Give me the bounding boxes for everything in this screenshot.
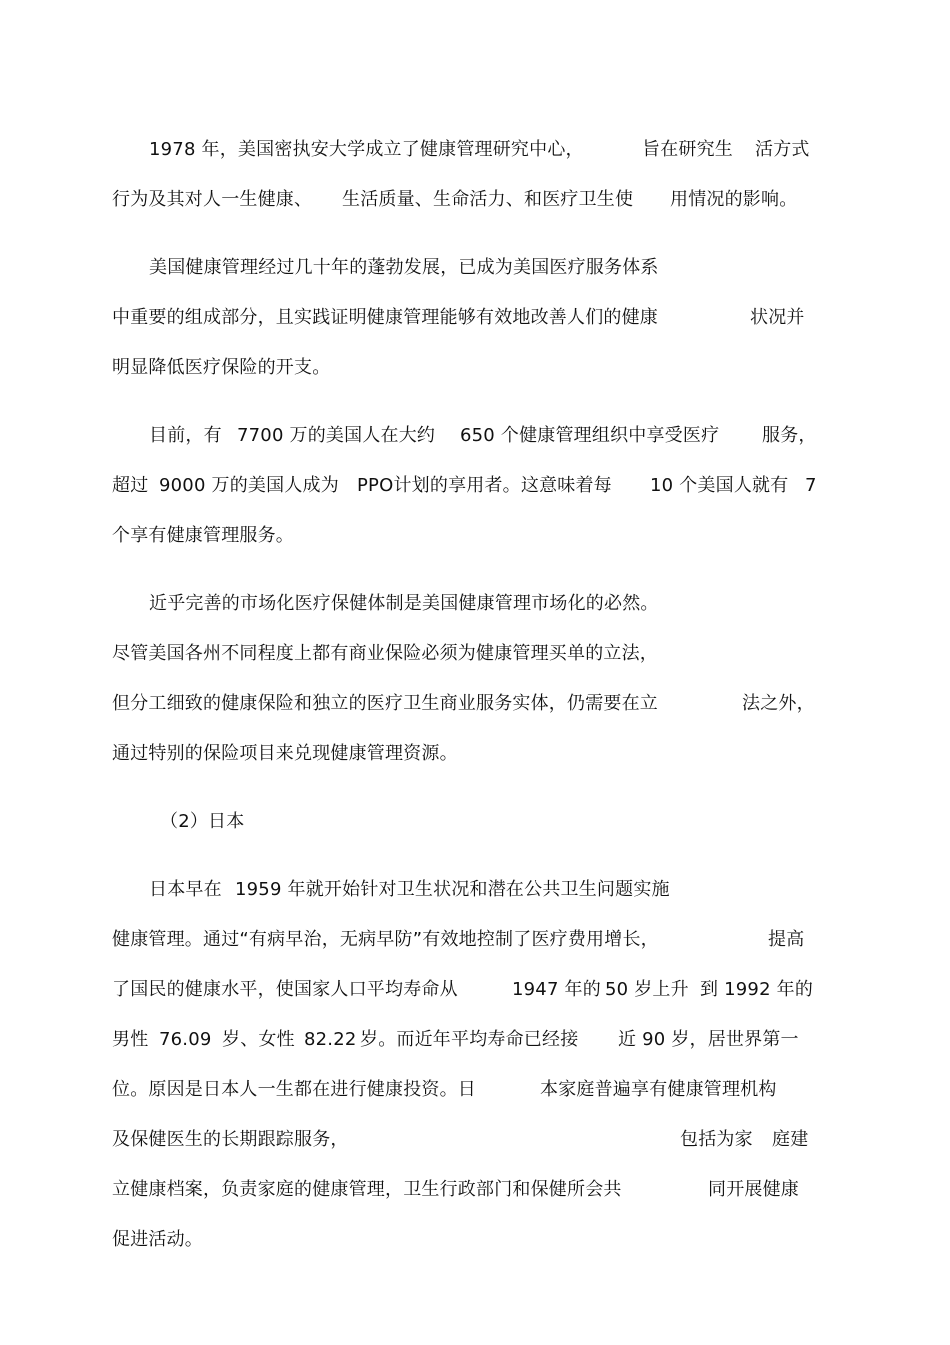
text-line: 9000 万的美国人成为	[159, 475, 339, 496]
text-line: 7	[805, 475, 817, 496]
text-line: 包括为家	[680, 1129, 753, 1150]
text-line: 活方式	[755, 139, 810, 160]
text-line: 同开展健康	[708, 1179, 799, 1200]
text-line: 健康管理。通过“有病早治，无病早防”有效地控制了医疗费用增长，	[112, 929, 659, 950]
text-line: 促进活动。	[112, 1229, 203, 1250]
text-line: 10 个美国人就有	[650, 475, 789, 496]
text-line: 到 1992 年的	[700, 979, 814, 1000]
text-line: 1978 年，美国密执安大学成立了健康管理研究中心，	[149, 139, 584, 160]
text-line: 超过	[112, 475, 149, 496]
text-line: 本家庭普遍享有健康管理机构	[540, 1079, 777, 1100]
text-line: 了国民的健康水平，使国家人口平均寿命从	[112, 979, 458, 1000]
text-line: 生活质量、生命活力、和医疗卫生使	[342, 189, 634, 210]
text-line: 庭建	[772, 1129, 809, 1150]
text-line: 近 90 岁，居世界第一	[618, 1029, 799, 1050]
text-line: 服务，	[762, 425, 817, 446]
text-line: 日本早在	[149, 879, 222, 900]
text-line: 位。原因是日本人一生都在进行健康投资。日	[112, 1079, 476, 1100]
text-line: 目前，有	[149, 425, 222, 446]
text-line: 法之外，	[742, 693, 815, 714]
text-line: 个享有健康管理服务。	[112, 525, 294, 546]
text-line: 650 个健康管理组织中享受医疗	[460, 425, 720, 446]
text-line: 及保健医生的长期跟踪服务，	[112, 1129, 349, 1150]
text-line: PPO计划的享用者。这意味着每	[357, 475, 612, 496]
text-line: 岁。而近年平均寿命已经接	[360, 1029, 579, 1050]
text-line: 50 岁上升	[605, 979, 689, 1000]
text-line: 美国健康管理经过几十年的蓬勃发展，已成为美国医疗服务体系	[149, 257, 659, 278]
text-line: 近乎完善的市场化医疗保健体制是美国健康管理市场化的必然。	[149, 593, 659, 614]
text-line: 用情况的影响。	[670, 189, 798, 210]
text-line: 立健康档案，负责家庭的健康管理，卫生行政部门和保健所会共	[112, 1179, 622, 1200]
text-line: 明显降低医疗保险的开支。	[112, 357, 331, 378]
text-line: 76.09	[159, 1029, 212, 1050]
text-line: 中重要的组成部分，且实践证明健康管理能够有效地改善人们的健康	[112, 307, 658, 328]
text-line: 82.22	[304, 1029, 357, 1050]
text-line: 旨在研究生	[642, 139, 733, 160]
text-line: 提高	[768, 929, 805, 950]
text-line: 7700 万的美国人在大约	[237, 425, 436, 446]
text-line: 状况并	[750, 307, 805, 328]
text-line: 男性	[112, 1029, 149, 1050]
text-line: 但分工细致的健康保险和独立的医疗卫生商业服务实体，仍需要在立	[112, 693, 658, 714]
text-line: 1959 年就开始针对卫生状况和潜在公共卫生问题实施	[235, 879, 670, 900]
section-heading: （2）日本	[160, 811, 245, 832]
text-line: 通过特别的保险项目来兑现健康管理资源。	[112, 743, 458, 764]
text-line: 岁、女性	[222, 1029, 295, 1050]
text-line: 1947 年的	[512, 979, 601, 1000]
text-line: 行为及其对人一生健康、	[112, 189, 313, 210]
text-line: 尽管美国各州不同程度上都有商业保险必须为健康管理买单的立法，	[112, 643, 658, 664]
